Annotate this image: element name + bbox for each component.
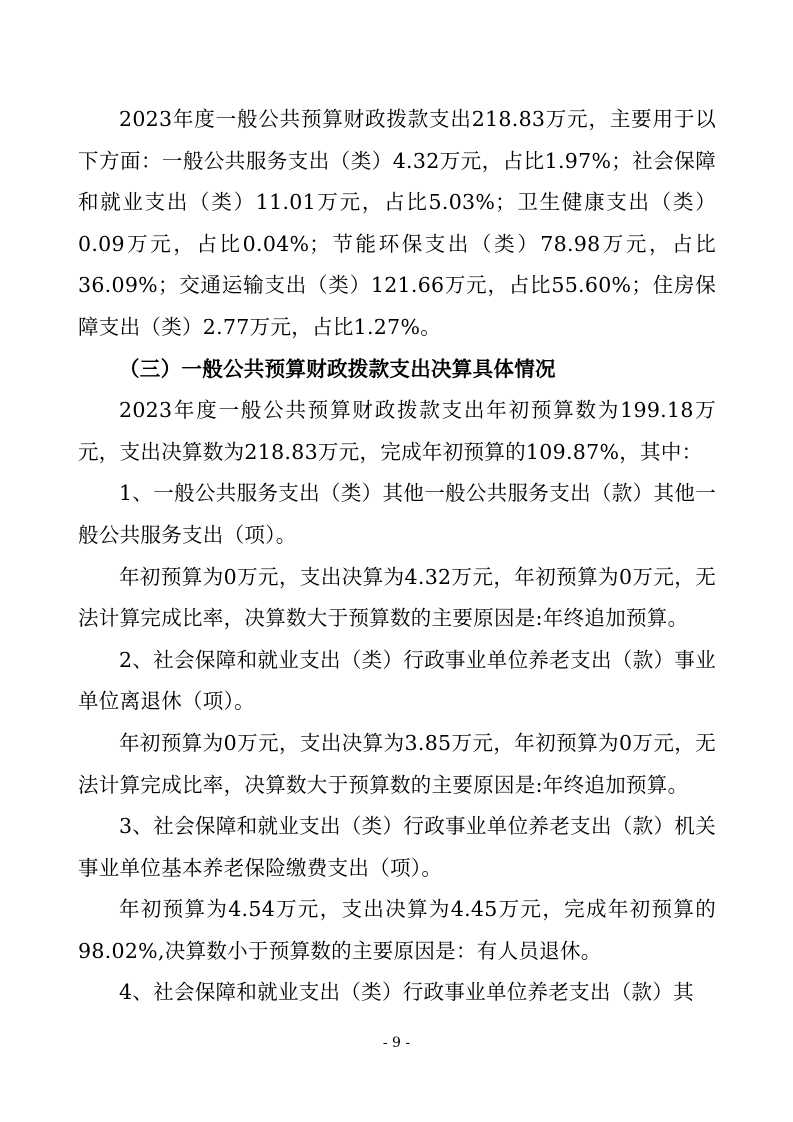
- paragraph-item-1-detail: 年初预算为0万元，支出决算为4.32万元，年初预算为0万元，无法计算完成比率，决算数大于预算数的主要原因是:年终追加预算。: [78, 564, 716, 631]
- paragraph-budget-overview: 2023年度一般公共预算财政拨款支出年初预算数为199.18万元，支出决算数为218.83万元，完成年初预算的109.87%，其中：: [78, 398, 716, 464]
- paragraph-item-4-title: 4、社会保障和就业支出（类）行政事业单位养老支出（款）其: [119, 980, 694, 1005]
- paragraph-expenditure-summary: 2023年度一般公共预算财政拨款支出218.83万元，主要用于以下方面：一般公共服务支出（类）4.32万元，占比1.97%；社会保障和就业支出（类）11.01万元，占比5.03%；卫生健康支出（类）0.09万元，占比0.04%；节能环保支出（类）78.98万元，占比36.09%；交通运输支出（类）121.66万元，占比55.60%；住房保障支出（类）2.77万元，占比1.27%。: [78, 107, 716, 339]
- paragraph-item-2-title: 2、社会保障和就业支出（类）行政事业单位养老支出（款）事业单位离退休（项）。: [78, 647, 716, 714]
- paragraph-item-1-title: 1、一般公共服务支出（类）其他一般公共服务支出（款）其他一般公共服务支出（项）。: [78, 481, 716, 547]
- paragraph-item-3-detail: 年初预算为4.54万元，支出决算为4.45万元，完成年初预算的98.02%,决算数小于预算数的主要原因是：有人员退休。: [78, 897, 716, 963]
- page-number: - 9 -: [382, 1035, 411, 1051]
- paragraph-item-2-detail: 年初预算为0万元，支出决算为3.85万元，年初预算为0万元，无法计算完成比率，决算数大于预算数的主要原因是:年终追加预算。: [78, 730, 716, 797]
- section-heading: （三）一般公共预算财政拨款支出决算具体情况: [119, 356, 556, 381]
- paragraph-item-3-title: 3、社会保障和就业支出（类）行政事业单位养老支出（款）机关事业单位基本养老保险缴费支出（项）。: [78, 814, 716, 880]
- document-body: [78, 99, 716, 1014]
